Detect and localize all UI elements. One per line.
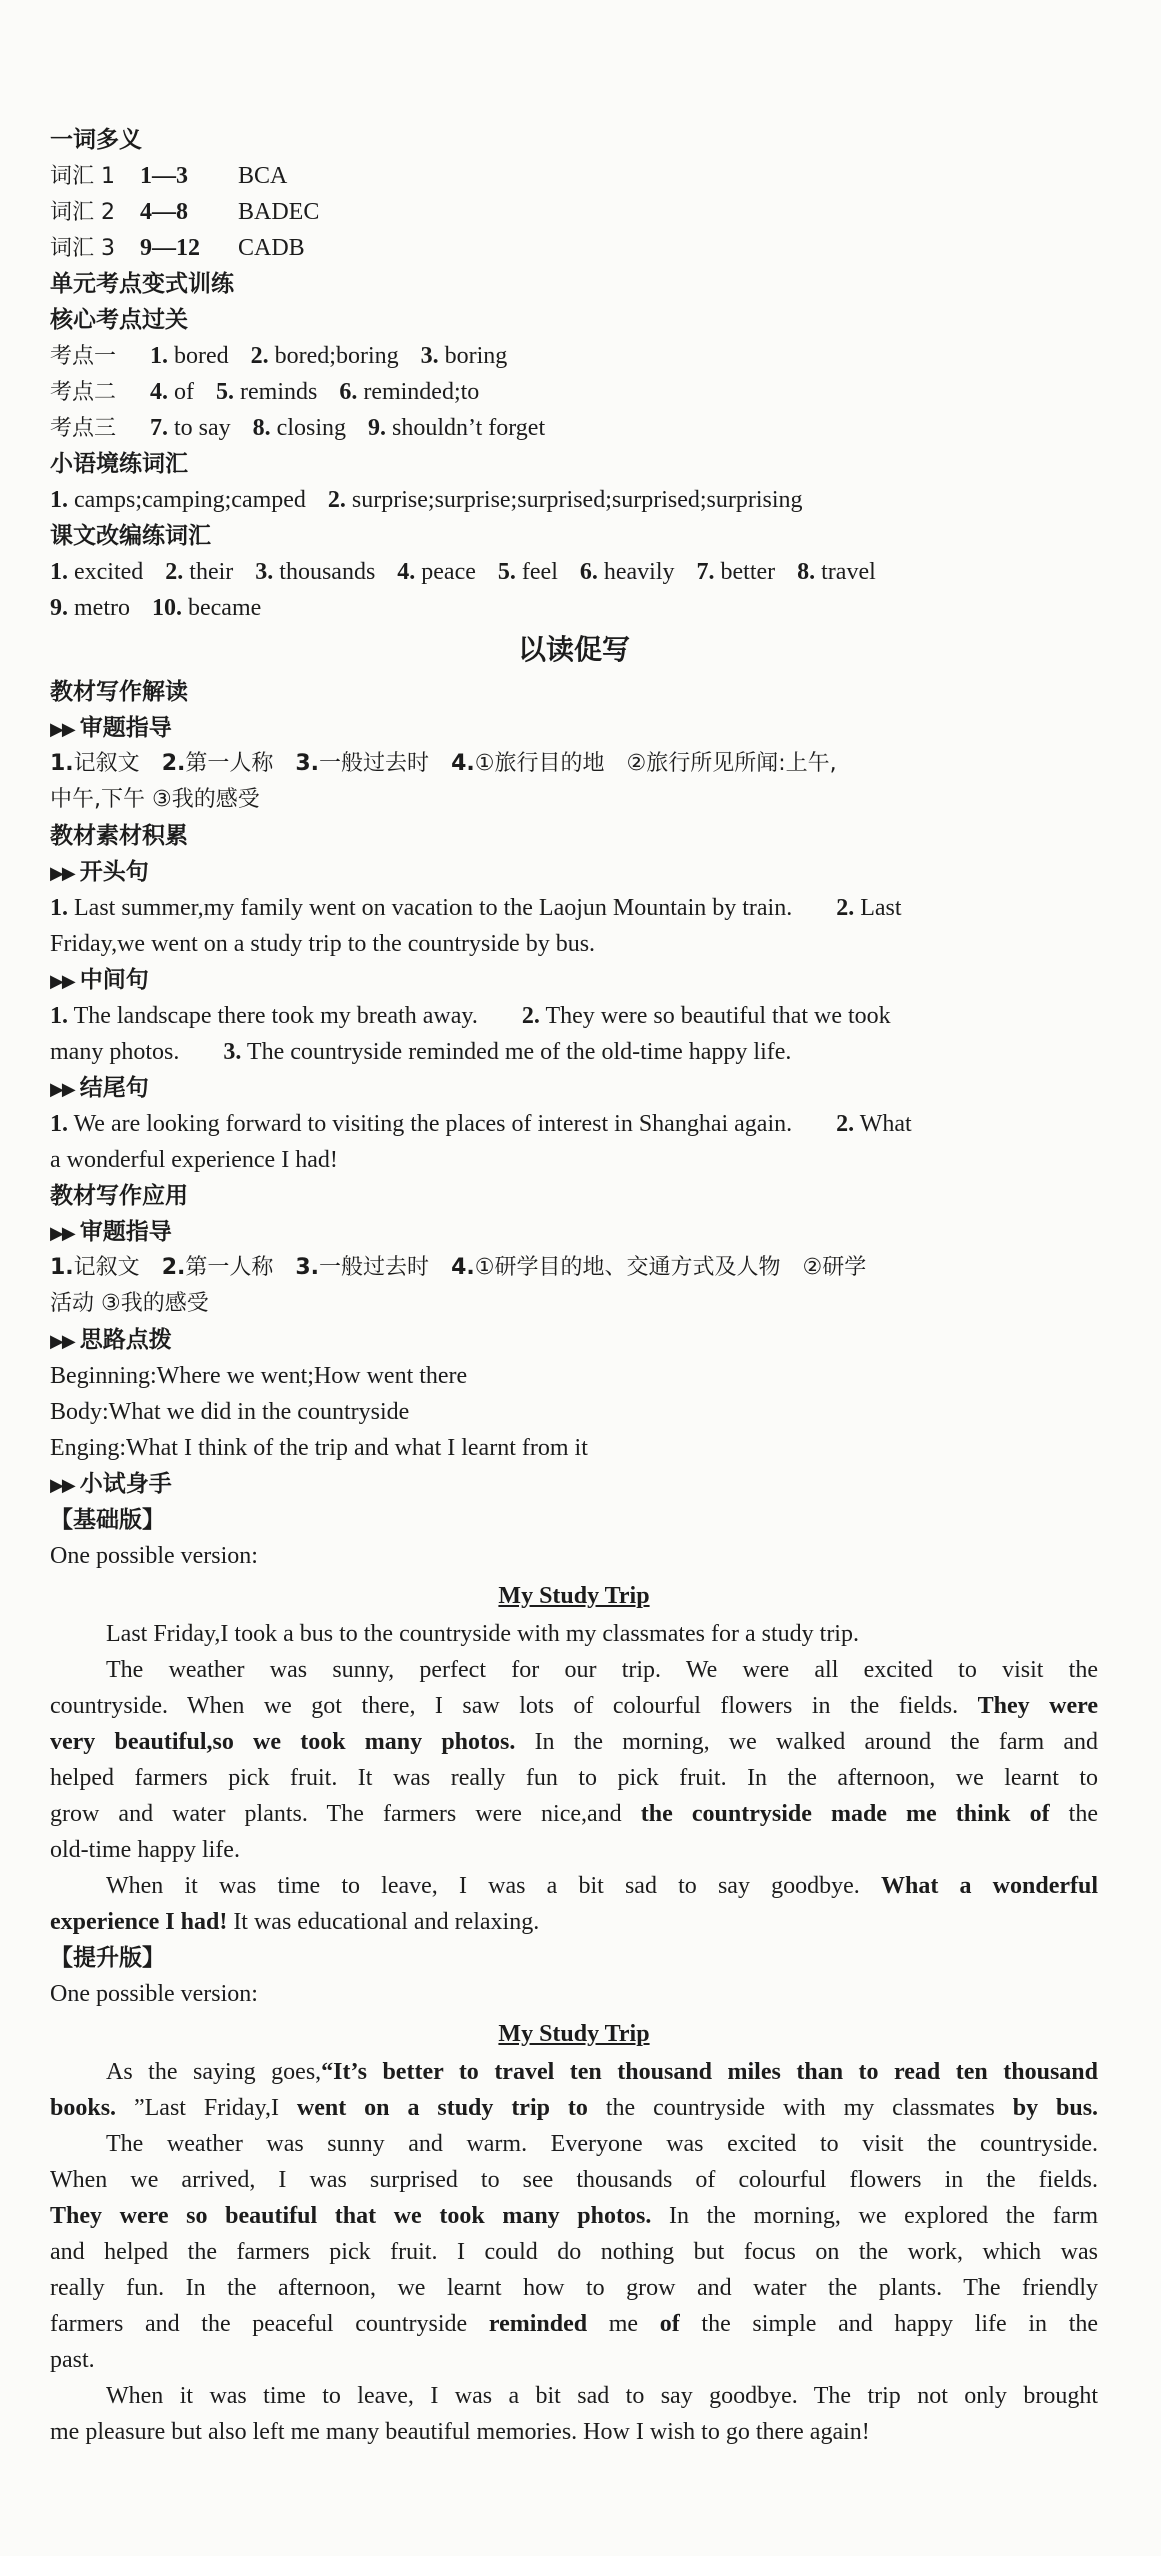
item-number: 2.	[836, 895, 855, 921]
item-text: 一般过去时	[319, 751, 430, 776]
possible-version-2: One possible version:	[50, 1981, 258, 2007]
text: the countryside with my classmates	[605, 2095, 995, 2121]
vocab-label: 词汇 2	[50, 200, 115, 225]
subheading-silu	[50, 1322, 1098, 1358]
item-number: 2.	[161, 751, 186, 776]
item-answer: camps;camping;camped	[74, 487, 306, 513]
basic-p2-l4: helped farmers pick fruit. It was really fun to pick fruit. In the afternoon, we learnt to	[50, 1765, 1098, 1791]
adv-p2-l6	[50, 2306, 1098, 2342]
jiewei-row-2: a wonderful experience I had!	[50, 1147, 338, 1173]
subheading-label: 审题指导	[79, 1219, 172, 1245]
text: ”Last Friday,I	[133, 2095, 279, 2121]
bold-text: They were	[977, 1693, 1098, 1719]
item-answer: shouldn’t forget	[392, 415, 546, 441]
section-heading-core: 核心考点过关	[50, 307, 188, 333]
double-arrow-icon: ▶▶	[50, 863, 74, 884]
vocab-answer: BCA	[238, 163, 288, 189]
item-text: 第一人称	[185, 751, 274, 776]
item-number: 3.	[223, 1039, 242, 1065]
subheading-label: 审题指导	[79, 715, 172, 741]
sentence: Last summer,my family went on vacation to the Laojun Mountain by train.	[74, 895, 793, 921]
vocab-range: 4—8	[140, 199, 188, 225]
main-title: 以读促写	[517, 633, 630, 666]
version-adv-label: 【提升版】	[50, 1945, 165, 1971]
text: me	[608, 2311, 639, 2337]
item-number: 6.	[579, 559, 598, 585]
adv-p1-l1	[50, 2054, 1098, 2090]
bold-text: books.	[50, 2095, 117, 2121]
item-number: 1.	[50, 1111, 68, 1137]
shenti2-row-1	[50, 1250, 1098, 1286]
kaodian-row-3	[50, 410, 1098, 446]
double-arrow-icon: ▶▶	[50, 1475, 74, 1496]
answer-page	[50, 122, 1098, 2450]
item-text: 记叙文	[73, 1255, 140, 1280]
adv-p3-l1: When it was time to leave, I was a bit sad to say goodbye. The trip not only brought	[106, 2383, 1098, 2409]
subheading-label: 结尾句	[79, 1075, 149, 1101]
item-number: 2.	[836, 1111, 855, 1137]
sentence: They were so beautiful that we took	[545, 1003, 891, 1029]
bold-text: very beautiful,so we took many photos.	[50, 1729, 516, 1755]
double-arrow-icon: ▶▶	[50, 971, 74, 992]
shenti-row-2: 中午,下午 ③我的感受	[50, 787, 260, 812]
text: In the morning, we explored the farm	[668, 2203, 1098, 2229]
silu-body: Body:What we did in the countryside	[50, 1399, 410, 1425]
bold-text: “It’s better to travel ten thousand miles than to read ten thousand	[321, 2059, 1098, 2085]
xiaoyu-row	[50, 482, 1098, 518]
essay-title: My Study Trip	[498, 1583, 650, 1609]
text: grow and water plants. The farmers were nice,and	[50, 1801, 622, 1827]
kaitou-row-2: Friday,we went on a study trip to the countryside by bus.	[50, 931, 596, 957]
text: the	[1068, 1801, 1098, 1827]
sentence: The landscape there took my breath away.	[73, 1003, 478, 1029]
item-number: 8.	[797, 559, 816, 585]
bold-text: reminded	[488, 2311, 588, 2337]
bold-text: by bus.	[1012, 2095, 1099, 2121]
subheading-shenti-2	[50, 1214, 1098, 1250]
item-number: 6.	[339, 379, 358, 405]
kaodian-label: 考点一	[50, 344, 117, 369]
item-answer: their	[189, 559, 234, 585]
item-answer: heavily	[603, 559, 675, 585]
subheading-label: 开头句	[79, 859, 149, 885]
basic-p2-l3	[50, 1724, 1098, 1760]
item-answer: thousands	[279, 559, 376, 585]
basic-p3-l1	[50, 1868, 1098, 1904]
item-number: 1.	[50, 895, 68, 921]
item-number: 5.	[497, 559, 516, 585]
possible-version: One possible version:	[50, 1543, 258, 1569]
item-number: 1.	[50, 751, 74, 776]
item-text: 一般过去时	[319, 1255, 430, 1280]
kaodian-label: 考点二	[50, 380, 117, 405]
item-number: 4.	[397, 559, 416, 585]
section-heading-sucai: 教材素材积累	[50, 823, 188, 849]
text: the simple and happy life in the	[701, 2311, 1099, 2337]
kaodian-row-1	[50, 338, 1098, 374]
item-number: 1.	[50, 1255, 74, 1280]
vocab-row-1	[50, 158, 1098, 194]
basic-p2-l6: old-time happy life.	[50, 1837, 240, 1863]
subheading-label: 小试身手	[79, 1471, 172, 1497]
item-answer: reminded;to	[363, 379, 480, 405]
jiewei-row-1	[50, 1106, 1098, 1142]
sentence: many photos.	[50, 1039, 180, 1065]
adv-p2-l5: really fun. In the afternoon, we learnt how to grow and water the plants. The friendly	[50, 2275, 1098, 2301]
item-answer: became	[187, 595, 262, 621]
item-number: 3.	[295, 751, 320, 776]
double-arrow-icon: ▶▶	[50, 1331, 74, 1352]
bold-text: the countryside made me think of	[640, 1801, 1050, 1827]
sentence: What	[859, 1111, 912, 1137]
adv-p1-l2	[50, 2090, 1098, 2126]
subheading-jiewei	[50, 1070, 1098, 1106]
shenti-row-1	[50, 746, 1098, 782]
adv-p3-l2: me pleasure but also left me many beautiful memories. How I wish to go there again!	[50, 2419, 870, 2445]
item-answer: excited	[74, 559, 144, 585]
item-answer: bored	[174, 343, 229, 369]
basic-p3-l2	[50, 1904, 1098, 1940]
item-text: 记叙文	[73, 751, 140, 776]
item-answer: boring	[444, 343, 508, 369]
item-number: 1.	[50, 1003, 68, 1029]
item-text: 第一人称	[185, 1255, 274, 1280]
text: It was educational and relaxing.	[233, 1909, 540, 1935]
section-heading-jiedu: 教材写作解读	[50, 679, 188, 705]
item-number: 10.	[151, 595, 182, 621]
item-answer: to say	[174, 415, 231, 441]
basic-p2-l1: The weather was sunny, perfect for our trip. We were all excited to visit the	[106, 1657, 1098, 1683]
vocab-answer: CADB	[238, 235, 305, 261]
item-number: 9.	[368, 415, 386, 441]
item-answer: closing	[276, 415, 346, 441]
vocab-answer: BADEC	[238, 199, 320, 225]
bold-text: What a wonderful	[880, 1873, 1099, 1899]
item-answer: travel	[821, 559, 876, 585]
vocab-label: 词汇 3	[50, 236, 115, 261]
item-text: ①研学目的地、交通方式及人物	[474, 1255, 781, 1280]
item-number: 1.	[50, 487, 68, 513]
item-number: 2.	[521, 1003, 540, 1029]
item-text: ①旅行目的地	[474, 751, 605, 776]
silu-ending: Enging:What I think of the trip and what I learnt from it	[50, 1435, 588, 1461]
item-number: 4.	[150, 379, 168, 405]
bold-text: experience I had!	[50, 1909, 228, 1935]
vocab-row-3	[50, 230, 1098, 266]
bold-text: of	[659, 2311, 680, 2337]
item-number: 4.	[451, 751, 475, 776]
item-number: 1.	[150, 343, 168, 369]
item-answer: reminds	[240, 379, 318, 405]
item-number: 3.	[255, 559, 274, 585]
sentence: Last	[860, 895, 902, 921]
item-number: 3.	[420, 343, 439, 369]
double-arrow-icon: ▶▶	[50, 719, 74, 740]
adv-p2-l1: The weather was sunny and warm. Everyone was excited to visit the countryside.	[106, 2131, 1098, 2157]
section-heading-yici: 一词多义	[50, 127, 142, 153]
adv-p2-l7: past.	[50, 2347, 95, 2373]
item-number: 2.	[161, 1255, 186, 1280]
adv-p2-l4: and helped the farmers pick fruit. I could do nothing but focus on the work, which was	[50, 2239, 1098, 2265]
basic-p2-l5	[50, 1796, 1098, 1832]
item-number: 2.	[327, 487, 346, 513]
item-number: 9.	[50, 595, 68, 621]
essay-title-2: My Study Trip	[498, 2021, 650, 2047]
vocab-label: 词汇 1	[50, 164, 115, 189]
adv-p2-l2: When we arrived, I was surprised to see thousands of colourful flowers in the fields.	[50, 2167, 1098, 2193]
item-text: ②旅行所见所闻:上午,	[626, 751, 837, 776]
subheading-zhongjian	[50, 962, 1098, 998]
item-answer: metro	[74, 595, 130, 621]
item-number: 7.	[150, 415, 168, 441]
double-arrow-icon: ▶▶	[50, 1079, 74, 1100]
item-number: 4.	[451, 1255, 475, 1280]
zhongjian-row-2	[50, 1034, 1098, 1070]
text: When it was time to leave, I was a bit sad to say goodbye.	[106, 1873, 860, 1899]
subheading-label: 思路点拨	[79, 1327, 172, 1353]
text: As the saying goes,	[106, 2059, 322, 2085]
vocab-range: 1—3	[140, 163, 188, 189]
text: farmers and the peaceful countryside	[50, 2311, 468, 2337]
section-heading-unit: 单元考点变式训练	[50, 271, 234, 297]
item-number: 5.	[216, 379, 234, 405]
subheading-label: 中间句	[79, 967, 149, 993]
text: In the morning, we walked around the farm and	[534, 1729, 1099, 1755]
basic-p1: Last Friday,I took a bus to the countryside with my classmates for a study trip.	[106, 1621, 859, 1647]
subheading-shenti	[50, 710, 1098, 746]
sentence: The countryside reminded me of the old-time happy life.	[246, 1039, 792, 1065]
subheading-xiaoshi	[50, 1466, 1098, 1502]
item-number: 2.	[165, 559, 184, 585]
text: countryside. When we got there, I saw lots of colourful flowers in the fields.	[50, 1693, 959, 1719]
section-heading-yingyong: 教材写作应用	[50, 1183, 188, 1209]
kaodian-row-2	[50, 374, 1098, 410]
item-answer: surprise;surprise;surprised;surprised;surprising	[351, 487, 803, 513]
item-number: 7.	[696, 559, 715, 585]
kaodian-label: 考点三	[50, 416, 117, 441]
kewen-row-2	[50, 590, 1098, 626]
item-number: 3.	[295, 1255, 320, 1280]
kewen-row-1	[50, 554, 1098, 590]
item-number: 8.	[252, 415, 271, 441]
shenti2-row-2: 活动 ③我的感受	[50, 1291, 209, 1316]
subheading-kaitou	[50, 854, 1098, 890]
sentence: We are looking forward to visiting the places of interest in Shanghai again.	[73, 1111, 793, 1137]
section-heading-xiaoyu: 小语境练词汇	[50, 451, 188, 477]
vocab-range: 9—12	[140, 235, 200, 261]
item-answer: peace	[421, 559, 476, 585]
bold-text: They were so beautiful that we took many photos.	[50, 2203, 652, 2229]
item-number: 1.	[50, 559, 68, 585]
double-arrow-icon: ▶▶	[50, 1223, 74, 1244]
item-text: ②研学	[802, 1255, 867, 1280]
version-basic-label: 【基础版】	[50, 1507, 165, 1533]
zhongjian-row-1	[50, 998, 1098, 1034]
section-heading-kewen: 课文改编练词汇	[50, 523, 211, 549]
item-answer: bored;boring	[274, 343, 399, 369]
adv-p2-l3	[50, 2198, 1098, 2234]
item-answer: feel	[521, 559, 558, 585]
item-answer: better	[720, 559, 776, 585]
basic-p2-l2	[50, 1688, 1098, 1724]
bold-text: went on a study trip to	[296, 2095, 588, 2121]
vocab-row-2	[50, 194, 1098, 230]
kaitou-row-1	[50, 890, 1098, 926]
item-answer: of	[174, 379, 194, 405]
item-number: 2.	[250, 343, 269, 369]
silu-beginning: Beginning:Where we went;How went there	[50, 1363, 468, 1389]
